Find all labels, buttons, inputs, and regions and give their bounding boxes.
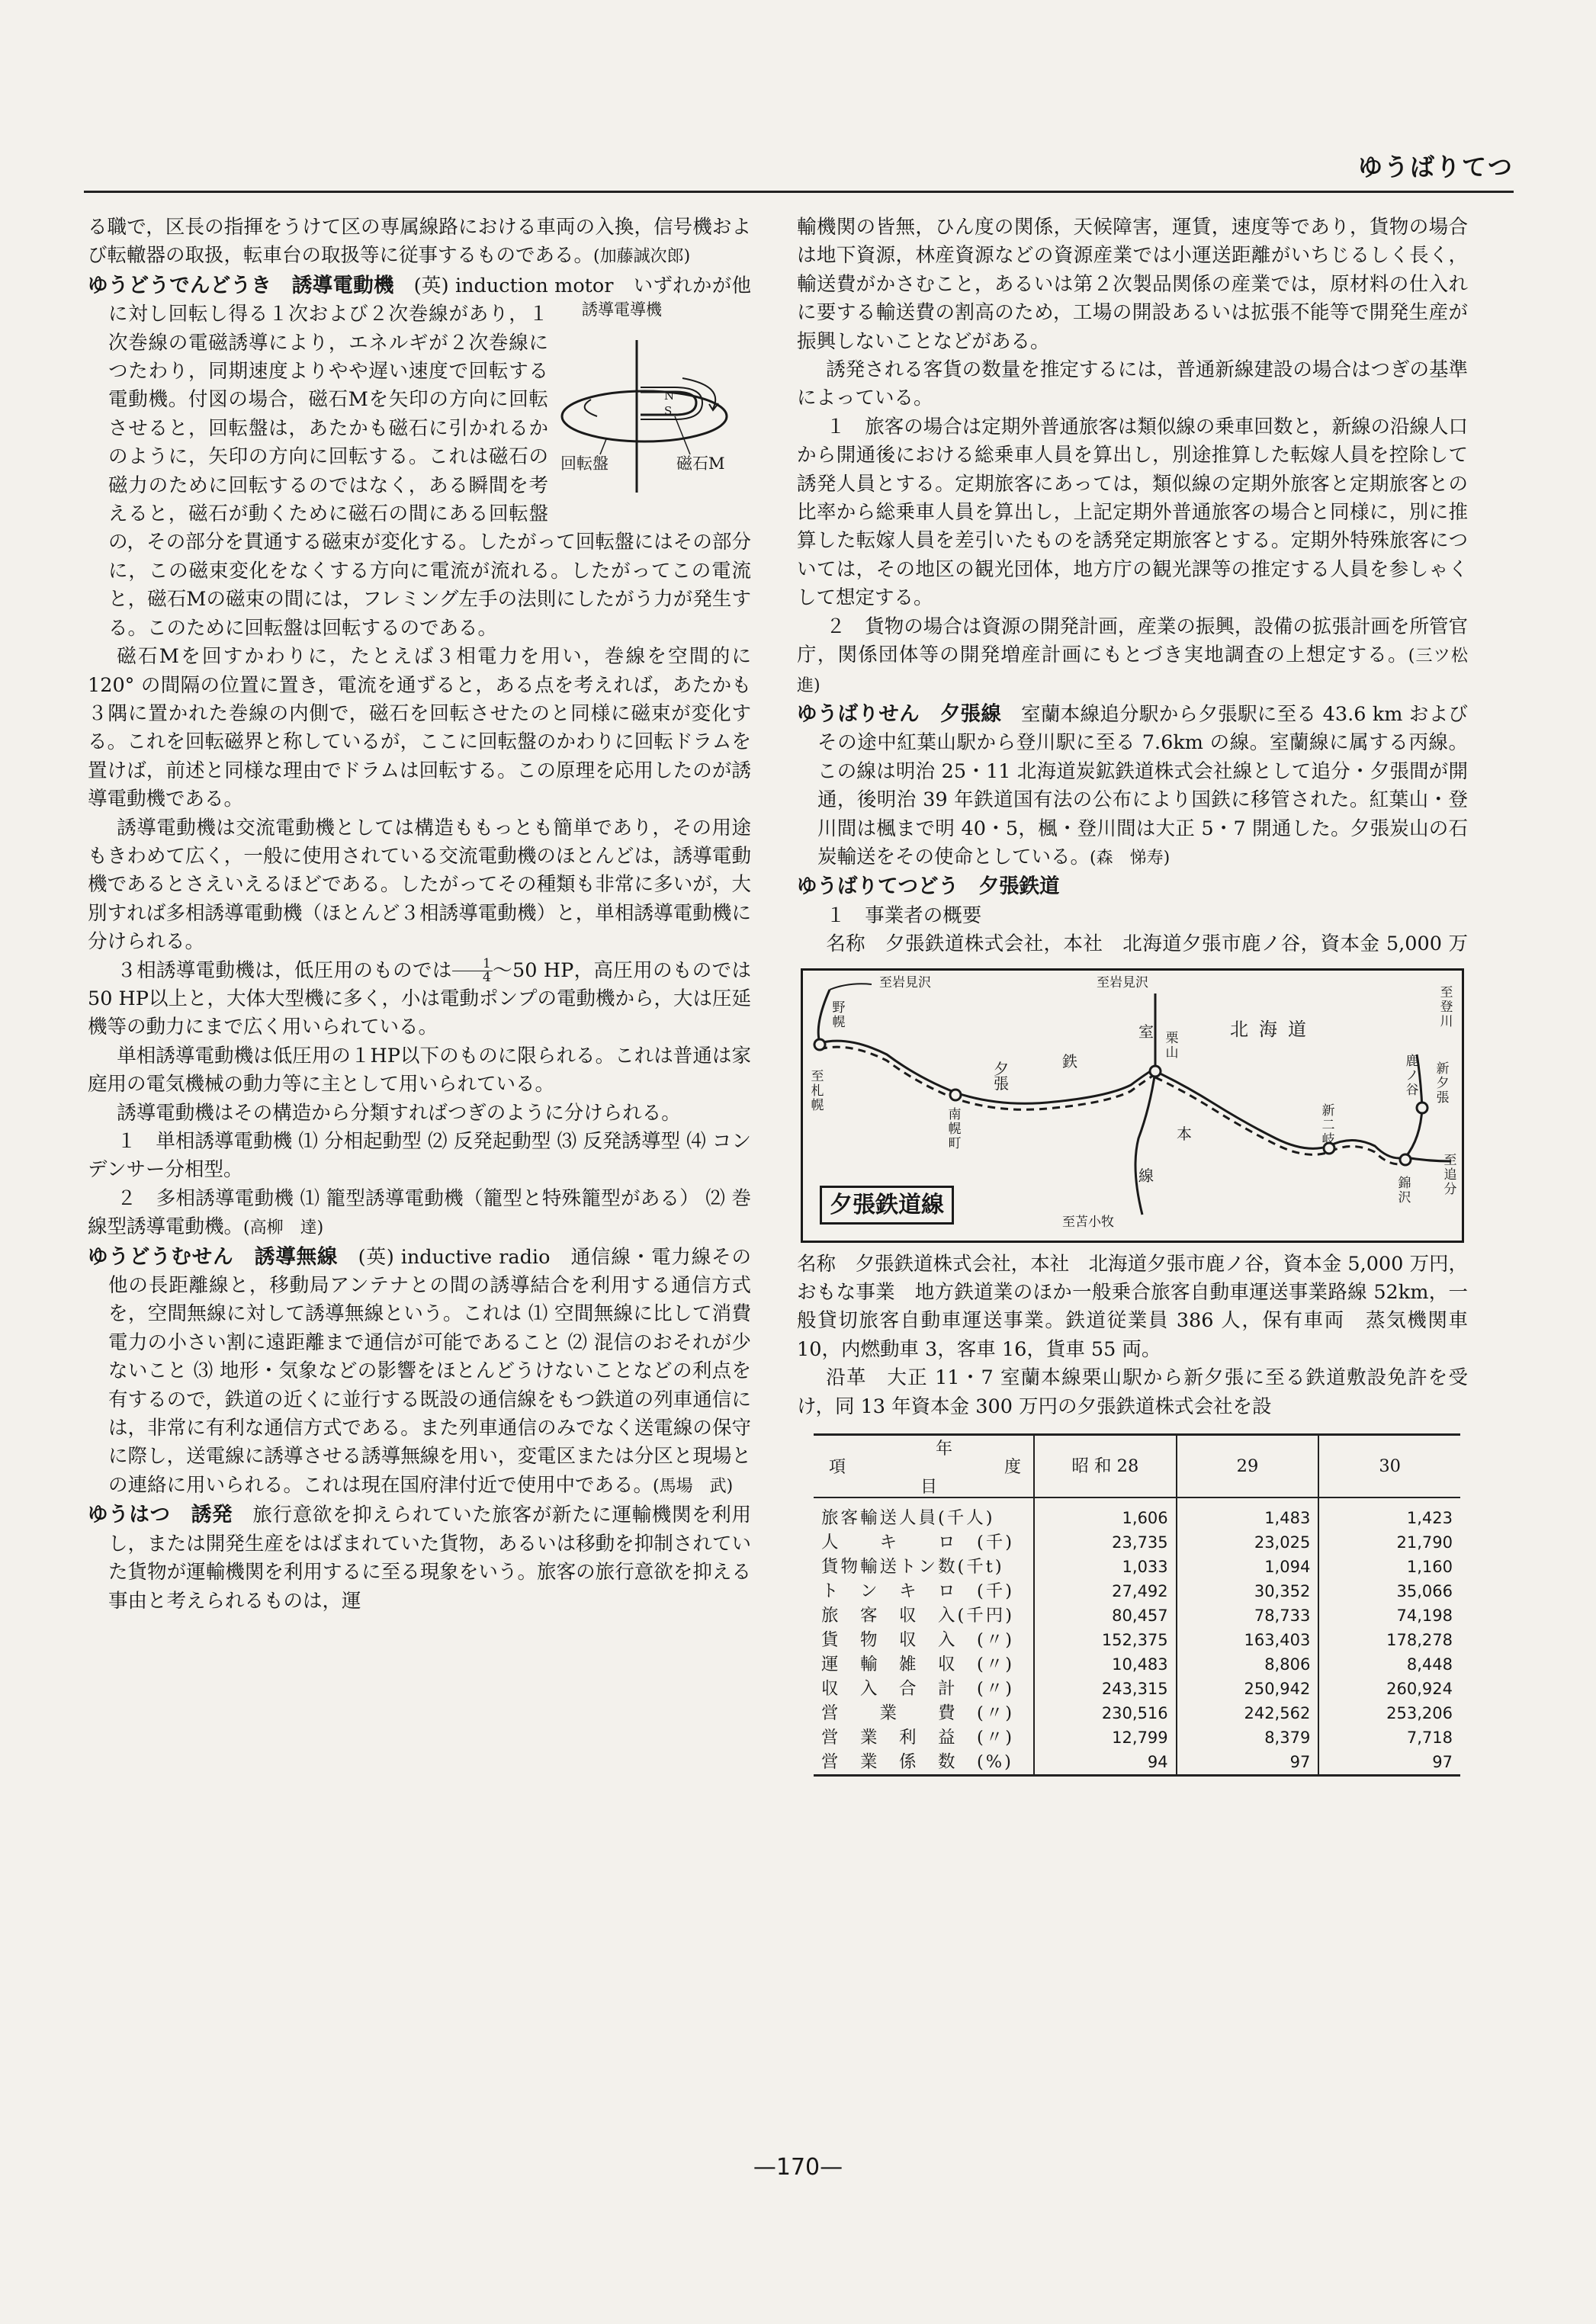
map-label: 鉄 [1062,1051,1077,1071]
table-cell: 27,492 [1034,1579,1177,1603]
induction-motor-figure [560,302,751,500]
row-label: 運 輸 雑 収 (〃) [821,1654,1015,1674]
col-header: 昭 和 28 [1034,1434,1177,1497]
table-cell: 97 [1318,1750,1460,1776]
entry-induction-motor: ゆうどうでんどうき 誘導電動機 (英) induction motor 誘導電導機 N S 回転盤 磁石M いずれかが他に対し回転し得る１次および２次巻線があり，１次巻線の電磁誘導により，エネルギが２次巻線につたわり，同期速度よりやや遅い速度で回転する電動機。付図の場合，磁石Mを矢印の方向に回転させると，回転盤は，あたかも磁石に引かれるかのように，矢印の方向に回転する。これは磁石の磁力のために回転するのではなく，ある瞬間を考えると，磁石が動くために磁石の間にある回転盤の，その部分を貫通する磁束が変化する。したがって回転盤にはその部分に，この磁束変化をなくする方向に電流が流れる。したがってこの電流と，磁石Mの磁束の間には，フレミング左手の法則にしたがう力が発生する。このために回転盤は回転するのである。 [88,273,751,640]
map-title: 夕張鉄道線 [820,1186,954,1225]
table-cell: 1,423 [1318,1497,1460,1530]
table-cell: 78,733 [1177,1603,1319,1628]
map-label: 野幌 [832,1000,846,1030]
fraction: $\frac{1}{4}$ [452,958,493,984]
table-cell: 242,562 [1177,1701,1319,1725]
table-cell: 8,448 [1318,1652,1460,1677]
table-row [814,1603,1460,1628]
author: (加藤誠次郎) [593,247,691,267]
paragraph: 誘導電動機は交流電動機としては構造ももっとも簡単であり，その用途もきわめて広く，一般に使用されている交流電動機のほとんどは，誘導電動機であるとさえいえるほどである。したがってその種類も非常に多いが，大別すれば多相誘導電動機（ほとんど３相誘導電動機）と，単相誘導電動機に分けられる。 [88,816,751,954]
section-heading: １ 事業者の概要 [826,904,982,927]
table-cell: 21,790 [1318,1530,1460,1555]
row-label: 営 業 係 数 (%) [821,1751,1013,1772]
table-cell: 94 [1034,1750,1177,1776]
table-cell: 12,799 [1034,1725,1177,1750]
col-header: 29 [1177,1434,1319,1497]
table-row [814,1750,1460,1776]
table-row [814,1652,1460,1677]
financial-table [814,1433,1460,1777]
running-header [84,145,1514,193]
table-header-row [814,1434,1460,1497]
map-label: 至追分 [1443,1152,1457,1197]
paragraph: 沿革 大正 11・7 室蘭本線栗山駅から新夕張に至る鉄道敷設免許を受け，同 13 年資本金 300 万円の夕張鉄道株式会社を設 [797,1366,1468,1418]
entry-induced-traffic: ゆうはつ 誘発 旅行意欲を抑えられていた旅客が新たに運輸機関を利用し，または開発生産をはばまれていた貨物，あるいは移動を抑制されていた貨物が運輸機関を利用するに至る現象をいう。旅客の旅行意欲を抑える事由と考えられるものは，運 [88,1503,751,1613]
table-row [814,1579,1460,1603]
paragraph: 名称 夕張鉄道株式会社，本社 北海道夕張市鹿ノ谷，資本金 5,000 万円，おもな事業 地方鉄道業のほか一般乗合旅客自動車運送事業路線 52km，一般貸切旅客自動車運送事業。鉄道従業員 386 人，保有車両 蒸気機関車 10，内燃動車 3，客車 16，貨車 55 両。 [797,1252,1468,1361]
header-title: ゆうばりてつ [1357,152,1514,181]
map-label: 錦沢 [1398,1175,1411,1205]
table-cell: 243,315 [1034,1677,1177,1701]
table-cell: 260,924 [1318,1677,1460,1701]
table-cell: 152,375 [1034,1628,1177,1652]
figure-title: 誘導電導機 [582,300,662,319]
table-cell: 250,942 [1177,1677,1319,1701]
table-row [814,1530,1460,1555]
label-disk: 回転盤 [560,454,609,473]
table-cell: 230,516 [1034,1701,1177,1725]
row-label: 旅客輸送人員(千人) [821,1507,995,1528]
table-cell: 8,379 [1177,1725,1319,1750]
row-label: 貨物輸送トン数(千t) [821,1556,1004,1577]
paragraph: 誘導電動機はその構造から分類すればつぎのように分けられる。 [117,1101,681,1125]
paragraph: 磁石Mを回すかわりに，たとえば３相電力を用い，巻線を空間的に 120° の間隔の位置に置き，電流を通ずると，ある点を考えれば，あたかも３隅に置かれた巻線の内側で，磁石を回転させたのと同様に磁束が変化する。これを回転磁界と称しているが，ここに回転盤のかわりに回転ドラムを置けば，前述と同様な理由でドラムは回転する。この原理を応用したのが誘導電動機である。 [88,645,751,811]
table-row [814,1677,1460,1701]
pole-n: N [664,389,675,403]
paragraph: 誘発される客貨の数量を推定するには，普通新線建設の場合はつぎの基準によっている。 [797,358,1468,410]
row-label: 収 入 合 計 (〃) [821,1678,1015,1699]
map-label: 新夕張 [1436,1061,1450,1106]
table-cell: 30,352 [1177,1579,1319,1603]
paragraph: ３相誘導電動機は，低圧用のものでは $\frac{1}{4}$ 〜50 HP，高圧用のものでは 50 HP以上と，大体大型機に多く，小は電動ポンプの電動機から，大は圧延機等の動力にまで広く用いられている。 [88,956,751,1039]
map-label: 本 [1177,1124,1192,1143]
page-number: —170— [753,2154,843,2181]
map-label: 室 [1138,1022,1154,1041]
railway-map [801,968,1464,1243]
entry-headword: ゆうばりてつどう 夕張鉄道 [797,875,1060,899]
pole-s: S [664,404,673,419]
row-label: 人 キ ロ (千) [821,1532,1015,1552]
author: (馬場 武) [653,1476,734,1496]
table-corner: 年 項 度 目 [814,1434,1034,1497]
paragraph: 名称 夕張鉄道株式会社，本社 北海道夕張市鹿ノ谷，資本金 5,000 万 [826,932,1468,956]
paragraph: 輸機関の皆無，ひん度の関係，天候障害，運賃，速度等であり，貨物の場合は地下資源，林産資源などの資源産業では小運送距離がいちじるしく長く，輸送費がかさむこと，あるいは第２次製品関係の産業では，原材料の仕入れに要する輸送費の割高のため，工場の開設あるいは拡張不能等で開発生産が振興しないことなどがある。 [797,216,1468,353]
map-label: 栗山 [1165,1030,1179,1061]
table-cell: 1,606 [1034,1497,1177,1530]
table-cell: 23,735 [1034,1530,1177,1555]
table-row [814,1628,1460,1652]
english-term: (英) inductive radio [358,1245,551,1269]
table-row [814,1555,1460,1579]
row-label: 旅 客 収 入(千円) [821,1605,1015,1626]
paragraph: １ 旅客の場合は定期外普通旅客は類似線の乗車回数と，新線の沿線人口から開通後における総乗車人員を算出し，別途推算した転嫁人員を控除して誘発人員とする。定期旅客にあっては，類似線の定期外旅客と定期旅客との比率から総乗車人員を算出し，上記定期外普通旅客の場合と同様に，別に推算した転嫁人員を差引いたものを誘発定期旅客とする。定期外特殊旅客については，その地区の観光団体，地方庁の観光課等の推定する人員を参しゃくして想定する。 [797,415,1468,610]
left-column [88,213,751,1616]
list-item: １ 単相誘導電動機 ⑴ 分相起動型 ⑵ 反発起動型 ⑶ 反発誘導型 ⑷ コンデンサー分相型。 [88,1130,751,1182]
entry-headword: ゆうはつ 誘発 [88,1503,233,1527]
author: (三ツ松 進) [797,647,1485,695]
table-cell: 163,403 [1177,1628,1319,1652]
table-cell: 74,198 [1318,1603,1460,1628]
row-label: ト ン キ ロ (千) [821,1581,1015,1601]
col-header: 30 [1318,1434,1460,1497]
table-cell: 35,066 [1318,1579,1460,1603]
table-cell: 1,094 [1177,1555,1319,1579]
entry-inductive-radio: ゆうどうむせん 誘導無線 (英) inductive radio 通信線・電力線その他の長距離線と，移動局アンテナとの間の誘導結合を利用する通信方式を，空間無線に対して誘導無線という。これは ⑴ 空間無線に比して消費電力の小さい割に遠距離まで通信が可能であること ⑵ 混信のおそれが少ないこと ⑶ 地形・気象などの影響をほとんどうけないことなどの利点を有するので，鉄道の近くに並行する既設の通信線をもつ鉄道の列車通信には，非常に有利な通信方式である。また列車通信のみでなく送電線の保守に際し，送電線に誘導させる誘導無線を用い，変電区または分区と現場との連絡に用いられる。これは現在国府津付近で使用中である。(馬場 武) [88,1244,751,1497]
author: (高柳 達) [243,1218,324,1238]
right-column [797,213,1485,1777]
table-row [814,1497,1460,1530]
paragraph: 単相誘導電動機は低圧用の１HP以下のものに限られる。これは普通は家庭用の電気機械の動力等に主として用いられている。 [88,1044,751,1096]
author: (森 悌寿) [1090,848,1171,868]
map-label: 鹿ノ谷 [1405,1053,1419,1098]
entry-yubari-line: ゆうばりせん 夕張線 室蘭本線追分駅から夕張駅に至る 43.6 km およびその途中紅葉山駅から登川駅に至る 7.6km の線。室蘭線に属する丙線。この線は明治 25・11 北海道炭鉱鉄道株式会社線として追分・夕張間が開通，後明治 39 年鉄道国有法の公布により国鉄に移管された。紅葉山・登川間は楓まで明 40・5，楓・登川間は大正 5・7 開通した。夕張炭山の石炭輸送をその使命としている。(森 悌寿) [797,701,1469,868]
paragraph: る職で，区長の指揮をうけて区の専属線路における車両の入換，信号機および転轍器の取扱，転車台の取扱等に従事するものである。(加藤誠次郎) [88,216,751,268]
table-cell: 8,806 [1177,1652,1319,1677]
entry-headword: ゆうどうむせん 誘導無線 [88,1244,339,1269]
entry-headword: ゆうばりせん 夕張線 [797,701,1002,726]
label-magnet: 磁石M [676,454,725,473]
map-label: 至岩見沢 [1097,974,1148,990]
table-cell: 1,033 [1034,1555,1177,1579]
row-label: 貨 物 収 入 (〃) [821,1629,1015,1650]
english-term: (英) induction motor [413,274,614,297]
table-cell: 23,025 [1177,1530,1319,1555]
map-label: 夕張 [994,1059,1009,1093]
table-cell: 97 [1177,1750,1319,1776]
map-label: 至岩見沢 [879,974,931,990]
row-label: 営 業 費 (〃) [821,1703,1015,1723]
table-cell: 10,483 [1034,1652,1177,1677]
table-cell: 1,160 [1318,1555,1460,1579]
list-item: ２ 多相誘導電動機 ⑴ 籠型誘導電動機（籠型と特殊籠型がある） ⑵ 巻線型誘導電動機。(高柳 達) [88,1186,751,1239]
map-label: 至札幌 [811,1068,824,1113]
map-label: 南幌町 [948,1106,962,1151]
entry-yubari-railway [797,872,1468,901]
table-cell: 80,457 [1034,1603,1177,1628]
map-label: 北海道 [1230,1018,1317,1040]
table-row [814,1701,1460,1725]
map-label: 至登川 [1440,984,1453,1029]
map-label: 線 [1138,1166,1154,1185]
map-label: 新二岐 [1321,1103,1335,1148]
row-label: 営 業 利 益 (〃) [821,1727,1015,1748]
map-label: 至苫小牧 [1062,1214,1114,1230]
table-row [814,1725,1460,1750]
table-cell: 1,483 [1177,1497,1319,1530]
table-cell: 7,718 [1318,1725,1460,1750]
entry-headword: ゆうどうでんどうき 誘導電動機 [88,273,394,297]
table-cell: 178,278 [1318,1628,1460,1652]
paragraph: ２ 貨物の場合は資源の開発計画，産業の振興，設備の拡張計画を所管官庁，関係団体等の開発増産計画にもとづき実地調査の上想定する。(三ツ松 進) [797,615,1485,695]
table-cell: 253,206 [1318,1701,1460,1725]
